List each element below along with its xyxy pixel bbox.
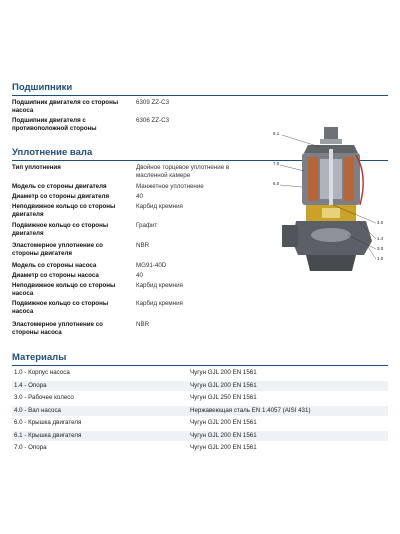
material-name: 6.0 - Крышка двигателя [14, 419, 82, 426]
leader-line [368, 247, 376, 259]
seal-key: Подвижное кольцо со стороны насоса [12, 300, 109, 315]
base-stand [306, 255, 356, 271]
material-value: Чугун GJL 200 EN 1561 [190, 431, 257, 439]
seal-value: Графит [136, 222, 158, 229]
cable-gland [324, 127, 338, 141]
seal-value: Карбид кремния [136, 300, 183, 307]
shaft-seal-title: Уплотнение вала [12, 147, 388, 161]
seal-value: MG91-40D [136, 262, 167, 269]
material-value: Чугун GJL 200 EN 1561 [190, 369, 257, 376]
material-row [12, 418, 388, 429]
cable-gland-base [320, 139, 342, 144]
seal-key: Неподвижное кольцо со стороны насоса [12, 282, 116, 297]
seal-value: 40 [136, 272, 143, 279]
material-row [12, 368, 388, 379]
pump-diagram [272, 125, 388, 275]
material-name: 6.1 - Крышка двигателя [14, 431, 82, 439]
mechanical-seal [322, 208, 340, 218]
leader-line [280, 165, 304, 171]
seal-key: Неподвижное кольцо со стороны двигателя [12, 203, 116, 218]
seal-key: Модель со стороны насоса [12, 262, 97, 269]
bearing-key: Подшипник двигателя с противоположной стороны [12, 117, 97, 132]
material-row [12, 431, 388, 442]
label-3-0: 3.0 [377, 246, 384, 251]
bearings-title: Подшипники [12, 82, 388, 96]
material-value: Чугун GJL 200 EN 1561 [190, 381, 257, 389]
bearing-value: 6309 ZZ-C3 [136, 99, 170, 106]
material-value: Чугун GJL 200 EN 1561 [190, 444, 257, 451]
material-value: Чугун GJL 250 EN 1561 [190, 394, 257, 401]
seal-key: Диаметр со стороны насоса [12, 272, 99, 279]
label-7-0: 7.0 [273, 161, 280, 166]
seal-value: Карбид кремния [136, 203, 183, 210]
seal-key: Тип уплотнения [12, 164, 61, 171]
label-6-0: 6.0 [273, 181, 280, 186]
seal-value: Манжетное уплотнение [136, 183, 204, 190]
material-name: 4.0 - Вал насоса [14, 406, 61, 414]
material-row [12, 393, 388, 404]
material-name: 3.0 - Рабочее колесо [14, 394, 74, 401]
material-name: 1.4 - Опора [14, 381, 47, 389]
material-name: 1.0 - Корпус насоса [14, 369, 70, 376]
impeller [311, 228, 351, 242]
material-name: 7.0 - Опора [14, 444, 47, 451]
material-value: Нержавеющая сталь EN 1.4057 (AISI 431) [190, 406, 311, 414]
label-6-1: 6.1 [273, 131, 280, 136]
label-1-4: 1.4 [377, 236, 384, 241]
seal-key: Эластомерное уплотнение со стороны насоса [12, 321, 103, 336]
label-1-0: 1.0 [377, 256, 384, 261]
seal-value: Карбид кремния [136, 282, 183, 289]
label-4-0: 4.0 [377, 220, 384, 225]
seal-key: Эластомерное уплотнение со стороны двигателя [12, 242, 103, 257]
seal-value: NBR [136, 321, 150, 328]
seal-value: Двойное торцевое уплотнение в масленной камере [136, 164, 230, 179]
seal-value: 40 [136, 193, 143, 200]
material-row [12, 443, 388, 454]
material-row [12, 406, 388, 417]
leader-line [282, 135, 320, 147]
leader-line [280, 185, 302, 187]
seal-value: NBR [136, 242, 150, 249]
stator-left [308, 157, 318, 201]
bearing-value: 6306 ZZ-C3 [136, 117, 170, 124]
seal-key: Подвижное кольцо со стороны двигателя [12, 222, 109, 237]
seal-key: Диаметр со стороны двигателя [12, 193, 110, 200]
bearing-key: Подшипник двигателя со стороны насоса [12, 99, 119, 114]
material-value: Чугун GJL 200 EN 1561 [190, 419, 257, 426]
stator-right [344, 157, 354, 201]
outlet-flange [282, 225, 298, 247]
seal-key: Модель со стороны двигателя [12, 183, 107, 190]
material-row [12, 381, 388, 392]
materials-title: Материалы [12, 352, 388, 366]
